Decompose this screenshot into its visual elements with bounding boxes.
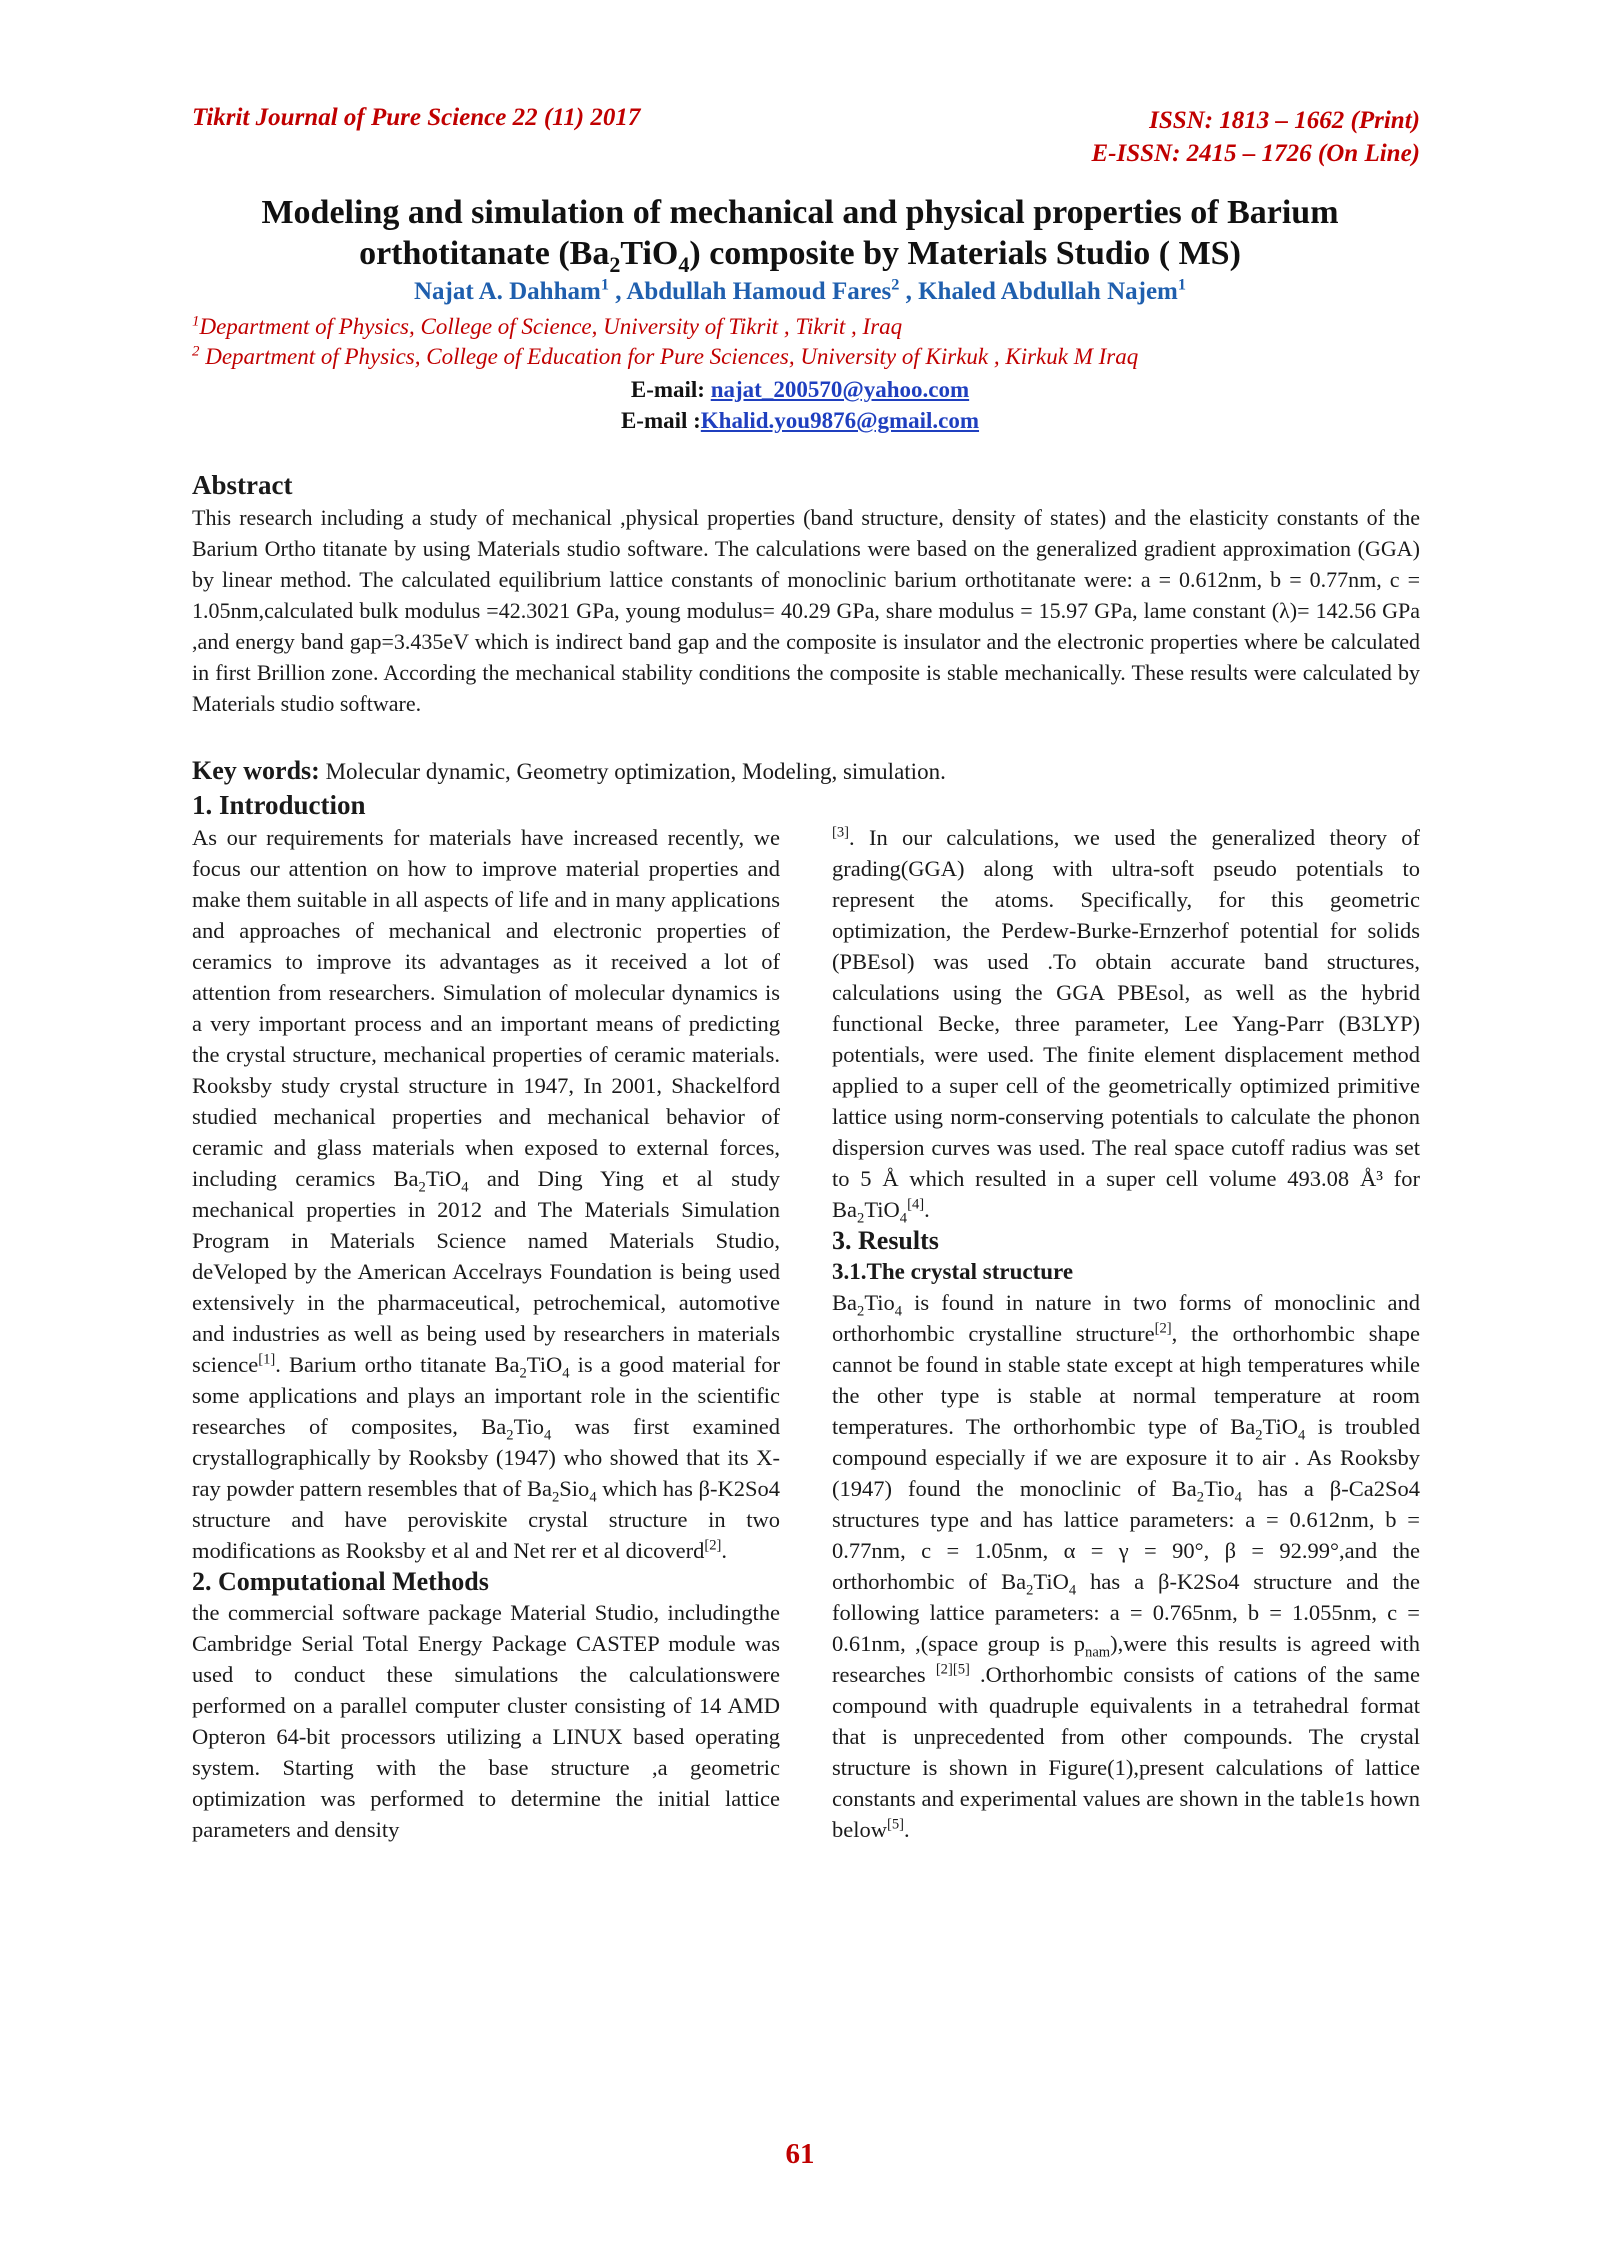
paper-title: [150, 192, 1450, 277]
issn-print: ISSN: 1813 – 1662 (Print): [1149, 107, 1420, 134]
title-line1: Modeling and simulation of mechanical and physical properties of Barium: [261, 194, 1339, 231]
affiliation-2: $^2$ Department of Physics, College of Education for Pure Sciences, University of Kirkuk , Kirkuk M Iraq: [192, 343, 1139, 369]
email-line-1: E-mail: najat_200570@yahoo.com: [630, 377, 970, 402]
keywords-label: Key words:: [192, 756, 320, 785]
abstract-text: This research including a study of mechanical ,physical properties (band structure, density of states) and the elasticity constants of the Barium Ortho titanate by using Materials studio software. The calculations were based on the generalized gradient approximation (GGA) by linear method. The calculated equilibrium lattice constants of monoclinic barium orthotitanate were: a = 0.612nm, b = 0.77nm, c = 1.05nm,calculated bulk modulus =42.3021 GPa, young modulus= 40.29 GPa, share modulus = 15.97 GPa, lame constant (λ)= 142.56 GPa ,and energy band gap=3.435eV which is indirect band gap and the composite is insulator and the electronic properties where be calculated in first Brillion zone. According the mechanical stability conditions the composite is stable mechanically. These results were calculated by Materials studio software.: [192, 505, 1420, 716]
left-column: [192, 822, 780, 1845]
issn-header: [1092, 104, 1421, 170]
right-column: [832, 822, 1420, 1845]
abstract-heading: Abstract: [192, 470, 293, 500]
keywords: [192, 756, 946, 786]
email-link-1[interactable]: najat_200570@yahoo.com: [710, 377, 970, 402]
introduction-paragraph: As our requirements for materials have increased recently, we focus our attention on how to improve material properties and make them suitable in all aspects of life and in many applications and approaches of mechanical and electronic properties of ceramics to improve its advantages as it received a lot of attention from researchers. Simulation of molecular dynamics is a very important process and an important means of predicting the crystal structure, mechanical properties of ceramic materials. Rooksby study crystal structure in 1947, In 2001, Shackelford studied mechanical properties and mechanical behavior of ceramic and glass materials when exposed to external forces, including ceramics $Ba_2TiO_4$ and Ding Ying et al study mechanical properties in 2012 and The Materials Simulation Program in Materials Science named Materials Studio, deVeloped by the American Accelrays Foundation is being used extensively in the pharmaceutical, petrochemical, automotive and industries as well as being used by researchers in materials science[1]. Barium ortho titanate $Ba_2TiO_4$ is a good material for some applications and plays an important role in the scientific researches of composites, $Ba_2Tio_4$ was first examined crystallographically by Rooksby (1947) who showed that its X-ray powder pattern resembles that of $Ba_2Sio_4$ which has β-K2So4 structure and have peroviskite crystal structure in two modifications as Rooksby et al and Net rer et al dicoverd[2].: [192, 825, 781, 1563]
methods-paragraph-part2: [3]. In our calculations, we used the generalized theory of grading(GGA) along with ultra-soft pseudo potentials to represent the atoms. Specifically, for this geometric optimization, the Perdew-Burke-Ernzerhof potential for solids (PBEsol) was used .To obtain accurate band structures, calculations using the GGA PBEsol, as well as the hybrid functional Becke, three parameter, Lee Yang-Parr (B3LYP) potentials, were used. The finite element displacement method applied to a super cell of the geometrically optimized primitive lattice using norm-conserving potentials to calculate the phonon dispersion curves was used. The real space cutoff radius was set to 5 Å which resulted in a super cell volume 493.08 Å³ for $Ba_2TiO_4[4]$.: [832, 824, 1420, 1227]
results-heading: 3. Results: [832, 1226, 939, 1255]
author-1: Najat A. Dahham: [414, 278, 601, 305]
author-list: Najat A. Dahham$^1$ , Abdullah Hamoud Fares$^2$ , Khaled Abdullah Najem$^1$: [414, 275, 1186, 305]
introduction-heading: 1. Introduction: [192, 790, 366, 820]
email-link-2[interactable]: Khalid.you9876@gmail.com: [700, 408, 980, 433]
title-line2: orthotitanate $(Ba_2TiO_4)$ composite by Materials Studio ( MS): [359, 235, 1241, 277]
results-paragraph: $Ba_2Tio_4$ is found in nature in two forms of monoclinic and orthorhombic crystalline structure[2], the orthorhombic shape cannot be found in stable state except at high temperatures while the other type is stable at normal temperature at room temperatures. The orthorhombic type of $Ba_2TiO_4$ is troubled compound especially if we are exposure it to air . As Rooksby (1947) found the monoclinic of $Ba_2Tio_4$ has a β-Ca2So4 structures type and has lattice parameters: a = 0.612nm, b = 0.77nm, c = 1.05nm, α = γ = 90°, β = 92.99°,and the orthorhombic of $Ba_2TiO_4$ has a β-K2So4 structure and the following lattice parameters: a = 0.765nm, b = 1.055nm, c = 0.61nm, ,(space group is $p_{nam}),were$ this results is agreed with researches [2][5] .Orthorhombic consists of cations of the same compound with quadruple equivalents in a tetrahedral format that is unprecedented from other compounds. The crystal structure is shown in Figure(1),present calculations of lattice constants and experimental values are shown in the table1s hown below[5].: [832, 1290, 1421, 1842]
email-line-2: E-mail :Khalid.you9876@gmail.com: [620, 408, 980, 433]
page-number: 61: [785, 2138, 815, 2170]
issn-online: E-ISSN: 2415 – 1726 (On Line): [1091, 140, 1420, 167]
methods-heading: 2. Computational Methods: [192, 1567, 489, 1596]
author-2: , Abdullah Hamoud Fares: [608, 278, 892, 305]
keywords-text: Molecular dynamic, Geometry optimization, Modeling, simulation.: [319, 759, 946, 784]
crystal-structure-subheading: 3.1.The crystal structure: [832, 1259, 1074, 1284]
author-3: , Khaled Abdullah Najem: [899, 278, 1178, 305]
methods-paragraph-part1: the commercial software package Material Studio, includingthe Cambridge Serial Total Energy Package CASTEP module was used to conduct these simulations the calculationswere performed on a parallel computer cluster consisting of 14 AMD Opteron 64-bit processors utilizing a LINUX based operating system. Starting with the base structure ,a geometric optimization was performed to determine the initial lattice parameters and density: [192, 1600, 780, 1842]
journal-header: Tikrit Journal of Pure Science 22 (11) 2017: [192, 104, 641, 131]
affiliation-1: $^1$Department of Physics, College of Science, University of Tikrit , Tikrit , Iraq: [192, 313, 903, 339]
